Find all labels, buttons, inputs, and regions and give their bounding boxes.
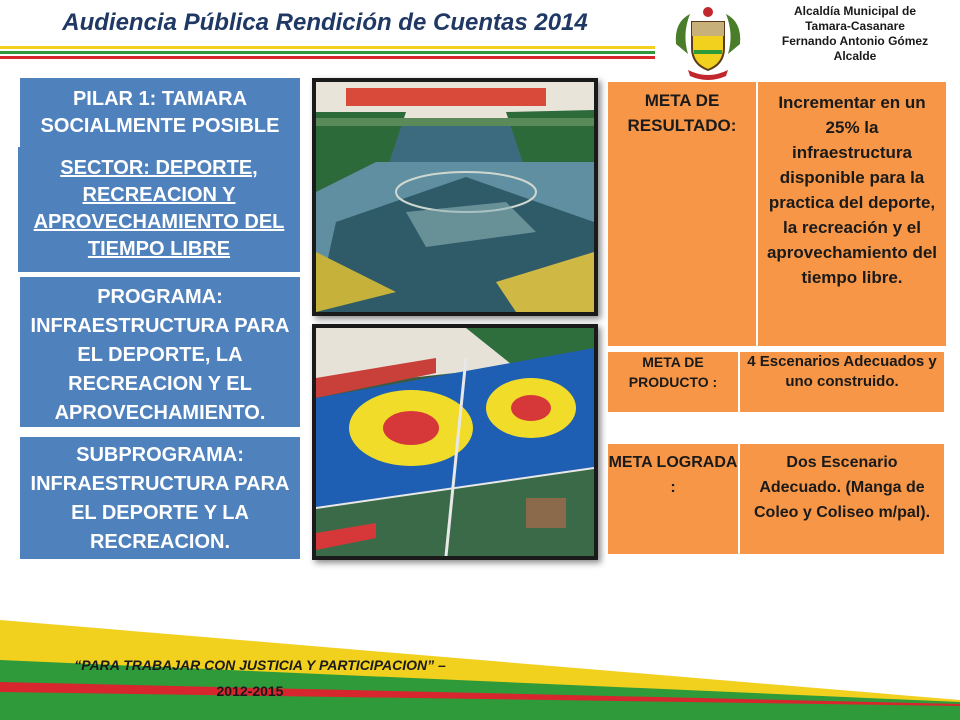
programa-box: PROGRAMA: INFRAESTRUCTURA PARA EL DEPORTE, LA RECREACION Y EL APROVECHAMIENTO. (20, 277, 300, 427)
page-title: Audiencia Pública Rendición de Cuentas 2014 (62, 9, 588, 36)
mayor-title: Alcalde (833, 49, 877, 63)
municipality-info (755, 4, 955, 64)
meta-resultado-value: Incrementar en un 25% la infraestructura disponible para la practica del deporte, la recreación y el aprovechamiento del tiempo libre. (758, 82, 946, 346)
subprograma-box: SUBPROGRAMA: INFRAESTRUCTURA PARA EL DEPORTE Y LA RECREACION. (20, 437, 300, 559)
footer-slogan: “PARA TRABAJAR CON JUSTICIA Y PARTICIPACION” – (74, 657, 446, 673)
coat-of-arms-icon (668, 4, 748, 84)
coliseum-floor-photo (312, 78, 598, 316)
mayor-name: Fernando Antonio Gómez (781, 34, 929, 48)
meta-producto-value: 4 Escenarios Adecuados y uno construido. (740, 352, 944, 412)
meta-producto-label: META DE PRODUCTO : (608, 352, 738, 412)
municipality-place: Tamara-Casanare (805, 19, 905, 33)
footer-years: 2012-2015 (216, 683, 284, 699)
header-stripes (0, 46, 655, 61)
pilar-box: PILAR 1: TAMARA SOCIALMENTE POSIBLE (20, 78, 300, 170)
meta-lograda-value: Dos Escenario Adecuado. (Manga de Coleo y Coliseo m/pal). (740, 444, 944, 554)
painted-court-photo (312, 324, 598, 560)
sector-box: SECTOR: DEPORTE, RECREACION Y APROVECHAMIENTO DEL TIEMPO LIBRE (18, 147, 300, 272)
meta-resultado-label: META DE RESULTADO: (608, 82, 756, 346)
meta-lograda-label: META LOGRADA : (608, 444, 738, 554)
municipality-name: Alcaldía Municipal de (793, 4, 917, 18)
